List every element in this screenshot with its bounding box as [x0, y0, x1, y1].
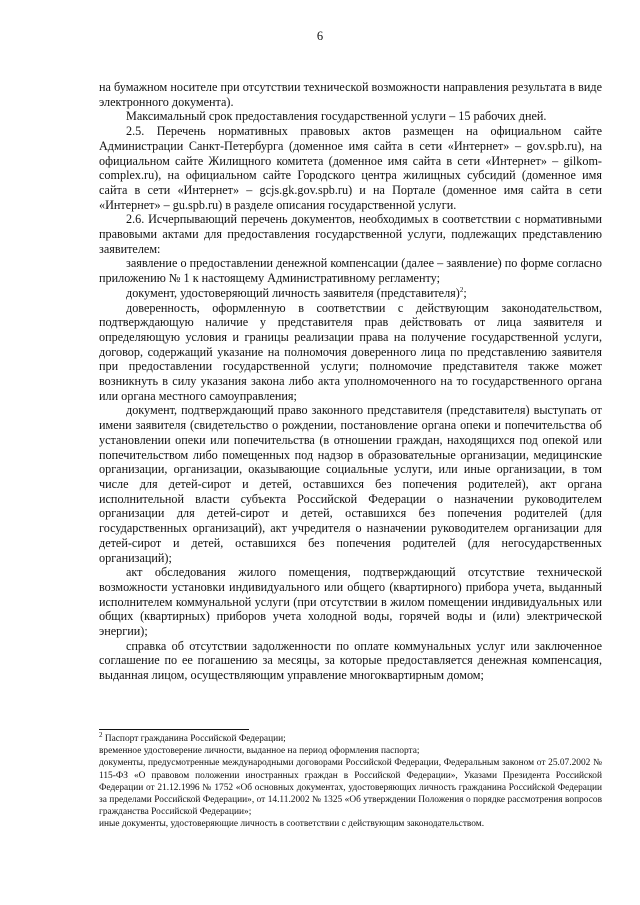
page-number: 6 — [316, 29, 324, 43]
footnote-line: иные документы, удостоверяющие личность в соответствии с действующим законодательством. — [99, 819, 485, 830]
paragraph: Максимальный срок предоставления государственной услуги – 15 рабочих дней. — [126, 109, 547, 124]
paragraph-text: документ, удостоверяющий личность заявителя (представителя) — [126, 285, 460, 300]
paragraph — [99, 286, 602, 301]
footnote-divider — [99, 729, 249, 730]
footnote-line: документы, предусмотренные международными договорами Российской Федерации, Федеральным законом от 25.07.2002 № 115-ФЗ «О правовом положении иностранных граждан в Российской Федерации», Указами Президента Российской Федерации от 21.12.1996 № 1752 «Об основных документах, удостоверяющих личность гражданина Российской Федерации за пределами Российской Федерации», от 14.11.2002 № 1325 «Об утверждении Положения о порядке рассмотрения вопросов гражданства Российской Федерации»; — [99, 758, 602, 818]
footnote-marker: 2 — [99, 730, 103, 739]
main-text — [99, 80, 602, 683]
footnotes — [99, 730, 602, 831]
paragraph: 2.5. Перечень нормативных правовых актов размещен на официальном сайте Администрации Санкт-Петербурга (доменное имя сайта в сети «Интернет» – gov.spb.ru), на официальном сайте Жилищного комитета (доменное имя сайта в сети «Интернет» – gilkom-complex.ru), на официальном сайте Городского центра жилищных субсидий (доменное имя сайта в сети «Интернет» – gcjs.gk.gov.spb.ru) и на Портале (доменное имя сайта в сети «Интернет» – gu.spb.ru) в разделе описания государственной услуги. — [99, 124, 602, 212]
paragraph-tail: ; — [463, 285, 467, 300]
paragraph: справка об отсутствии задолженности по оплате коммунальных услуг или заключенное соглашение по ее погашению за месяцы, за которые предоставляется денежная компенсация, выданная лицом, осуществляющим управление многоквартирным домом; — [99, 638, 602, 683]
footnote-ref: 2 — [459, 285, 464, 294]
paragraph: на бумажном носителе при отсутствии технической возможности направления результата в виде электронного документа). — [99, 80, 602, 109]
paragraph: заявление о предоставлении денежной компенсации (далее – заявление) по форме согласно приложению № 1 к настоящему Административному регламенту; — [99, 256, 602, 286]
paragraph: акт обследования жилого помещения, подтверждающий отсутствие технической возможности установки индивидуального или общего (квартирного) прибора учета, выданный исполнителем коммунальной услуги (при отсутствии в жилом помещении индивидуальных или общих (квартирных) приборов учета холодной воды, горячей воды и (или) электрической энергии); — [99, 565, 602, 639]
paragraph: доверенность, оформленную в соответствии с действующим законодательством, подтверждающую наличие у представителя прав действовать от лица заявителя и определяющую условия и границы реализации права на получение государственной услуги, договор, содержащий указание на полномочия доверенного лица по представлению заявителя при предоставлении государственной услуги; полномочие представителя также может возникнуть в силу указания закона либо акта уполномоченного на то государственного органа или органа местного самоуправления; — [99, 300, 602, 403]
footnote-title — [99, 730, 602, 745]
footnote-line: временное удостоверение личности, выданное на период оформления паспорта; — [99, 746, 420, 757]
paragraph: 2.6. Исчерпывающий перечень документов, необходимых в соответствии с нормативными правовыми актами для предоставления государственной услуги, подлежащих представлению заявителем: — [99, 212, 602, 256]
footnote-title-text: Паспорт гражданина Российской Федерации; — [104, 734, 286, 744]
paragraph: документ, подтверждающий право законного представителя (представителя) выступать от имени заявителя (свидетельство о рождении, постановление органа опеки и попечительства об установлении опеки или попечительства (в отношении граждан, находящихся под опекой или попечительством либо помещенных под надзор в образовательные организации, медицинские организации, организации, оказывающие социальные услуги, или иные организации, в том числе для детей-сирот и детей, оставшихся без попечения родителей), акт органа исполнительной власти субъекта Российской Федерации о назначении руководителем организации для детей-сирот и детей, оставшихся без попечения родителей (для государственных организаций), акт учредителя о назначении руководителем организации для детей-сирот и детей, оставшихся без попечения родителей (для негосударственных организаций); — [99, 403, 602, 565]
